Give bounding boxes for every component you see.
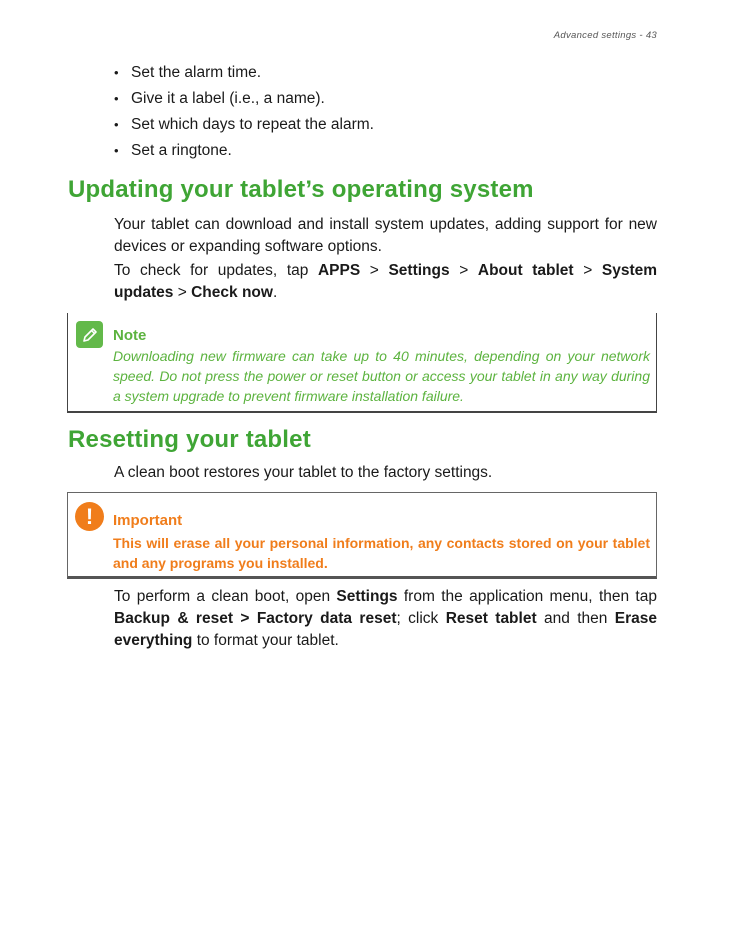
resetting-paragraph: A clean boot restores your tablet to the factory settings. xyxy=(114,464,493,481)
about-tablet-term: About tablet xyxy=(477,262,574,279)
exclamation-icon: ! xyxy=(75,502,104,531)
pencil-icon xyxy=(76,321,103,348)
settings-term: Settings xyxy=(388,262,450,279)
alarm-steps-list xyxy=(114,62,374,166)
reset-tablet-term: Reset tablet xyxy=(445,610,537,627)
list-item: • Set which days to repeat the alarm. xyxy=(114,114,374,140)
running-header: Advanced settings - 43 xyxy=(553,30,657,41)
system-updates-term: System updates xyxy=(114,262,658,301)
updating-paragraph: Your tablet can download and install system updates, adding support for new devices or expanding software options. xyxy=(114,216,657,255)
note-title: Note xyxy=(113,327,147,344)
erase-everything-term: Erase everything xyxy=(114,610,658,649)
note-text: Downloading new firmware can take up to 40 minutes, depending on your network speed. Do not press the power or reset button or access your tablet in any way during a system upgrade to prevent firmware installation failure. xyxy=(113,348,650,404)
reset-instructions-paragraph: To perform a clean boot, open Settings from the application menu, then tap Backup & reset > Factory data reset; click Reset tablet and then Erase everything to format your tablet. xyxy=(114,588,658,649)
settings-term: Settings xyxy=(336,588,398,605)
check-updates-paragraph: To check for updates, tap APPS > Settings > About tablet > System updates > Check now. xyxy=(114,262,658,301)
backup-reset-term: Backup & reset xyxy=(114,610,233,627)
note-callout xyxy=(67,313,657,413)
important-callout xyxy=(67,492,657,579)
heading-updating: Updating your tablet’s operating system xyxy=(68,176,534,203)
apps-term: APPS xyxy=(317,262,361,279)
check-now-term: Check now xyxy=(191,284,273,301)
list-item: • Set a ringtone. xyxy=(114,140,374,166)
factory-data-reset-term: Factory data reset xyxy=(256,610,397,627)
list-item: • Set the alarm time. xyxy=(114,62,374,88)
important-title: Important xyxy=(113,512,183,529)
heading-resetting: Resetting your tablet xyxy=(68,426,311,453)
important-text: This will erase all your personal information, any contacts stored on your tablet and any programs you installed. xyxy=(113,535,650,571)
list-item: • Give it a label (i.e., a name). xyxy=(114,88,374,114)
